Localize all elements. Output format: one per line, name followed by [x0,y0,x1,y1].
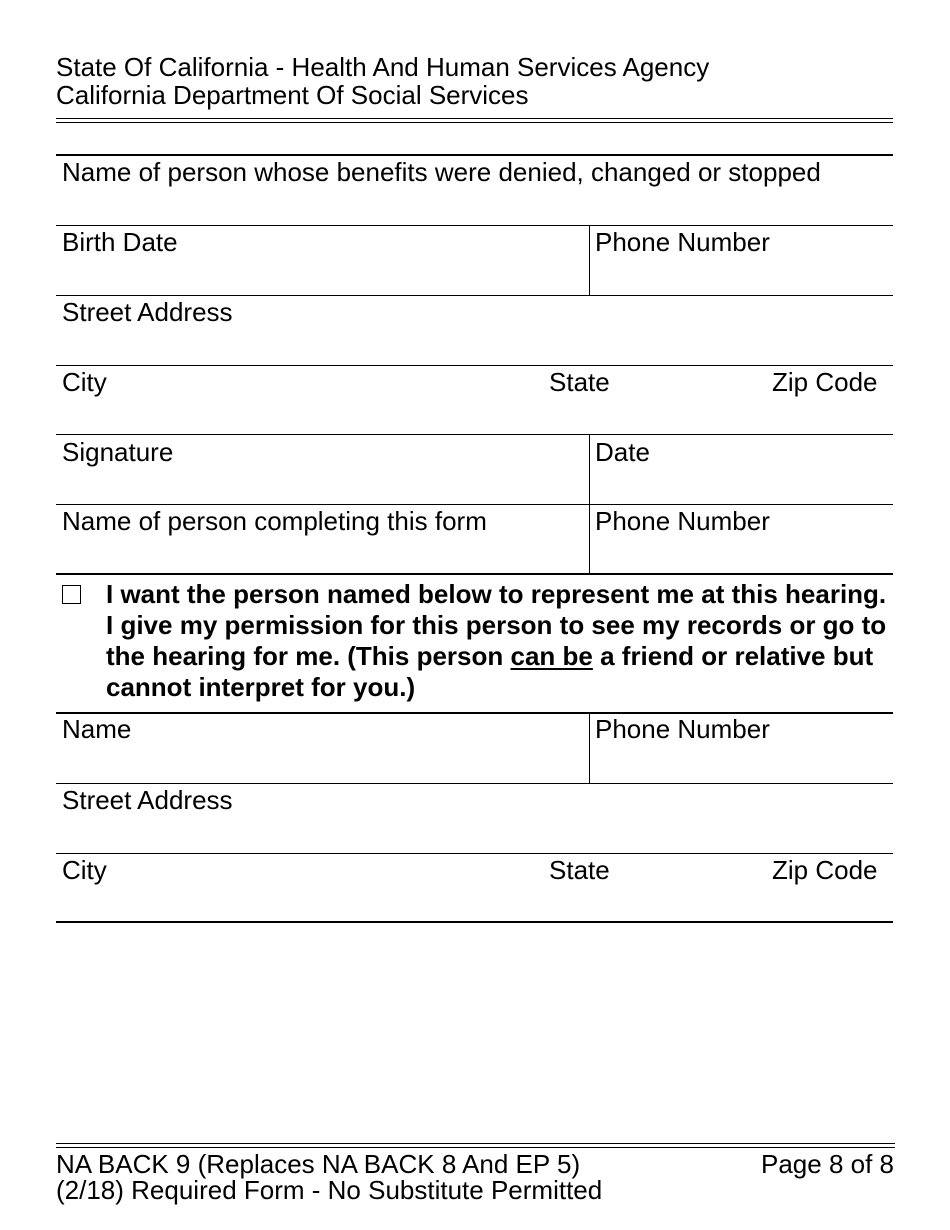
statement-emphasis: can be [510,641,593,671]
claimant-street-field[interactable] [56,296,893,365]
birth-date-field[interactable] [56,226,589,295]
rep-zip-label: Zip Code [772,855,878,885]
claimant-zip-label: Zip Code [772,367,878,397]
representative-checkbox[interactable] [62,585,81,604]
date-field[interactable] [590,435,893,504]
claimant-street-label: Street Address [62,297,233,327]
rep-name-field[interactable] [56,714,589,782]
form-id: NA BACK 9 (Replaces NA BACK 8 And EP 5) [56,1149,581,1179]
section-divider [56,573,893,575]
statement-text-start: I want the person named below to represent me at this hearing. I give my permission for this person to see my records or go to the hearing for me. (This person [106,579,887,671]
claimant-city-label: City [62,367,107,397]
claimant-phone-field[interactable] [590,226,893,295]
signature-field[interactable] [56,435,589,504]
department-title: California Department Of Social Services [56,80,529,110]
statement-text-end: a friend or relative but cannot interpret for you.) [106,641,874,702]
header-divider-top [56,118,893,119]
rep-phone-label: Phone Number [595,714,770,744]
completer-phone-field[interactable] [590,505,893,573]
birth-date-label: Birth Date [62,227,178,257]
completer-name-field[interactable] [56,505,589,573]
claimant-name-field[interactable] [56,155,893,225]
claimant-state-label: State [549,367,610,397]
completer-name-label: Name of person completing this form [62,506,487,536]
date-label: Date [595,437,650,467]
page-number: Page 8 of 8 [761,1149,894,1179]
completer-phone-label: Phone Number [595,506,770,536]
rep-phone-field[interactable] [590,714,893,782]
rep-city-state-zip-field[interactable] [56,854,893,921]
agency-title: State Of California - Health And Human Services Agency [56,52,710,82]
footer-divider-top [56,1143,895,1144]
footer-divider-bottom [56,1147,895,1148]
claimant-name-label: Name of person whose benefits were denied, changed or stopped [62,157,821,187]
header-divider-bottom [56,122,893,123]
representative-statement [106,579,896,703]
claimant-city-state-zip-field[interactable] [56,366,893,434]
claimant-phone-label: Phone Number [595,227,770,257]
rep-street-field[interactable] [56,784,893,853]
section-bottom-rule [56,921,893,923]
rep-name-label: Name [62,714,132,744]
rep-state-label: State [549,855,610,885]
rep-street-label: Street Address [62,785,233,815]
form-revision: (2/18) Required Form - No Substitute Permitted [56,1175,603,1205]
rep-city-label: City [62,855,107,885]
signature-label: Signature [62,437,174,467]
